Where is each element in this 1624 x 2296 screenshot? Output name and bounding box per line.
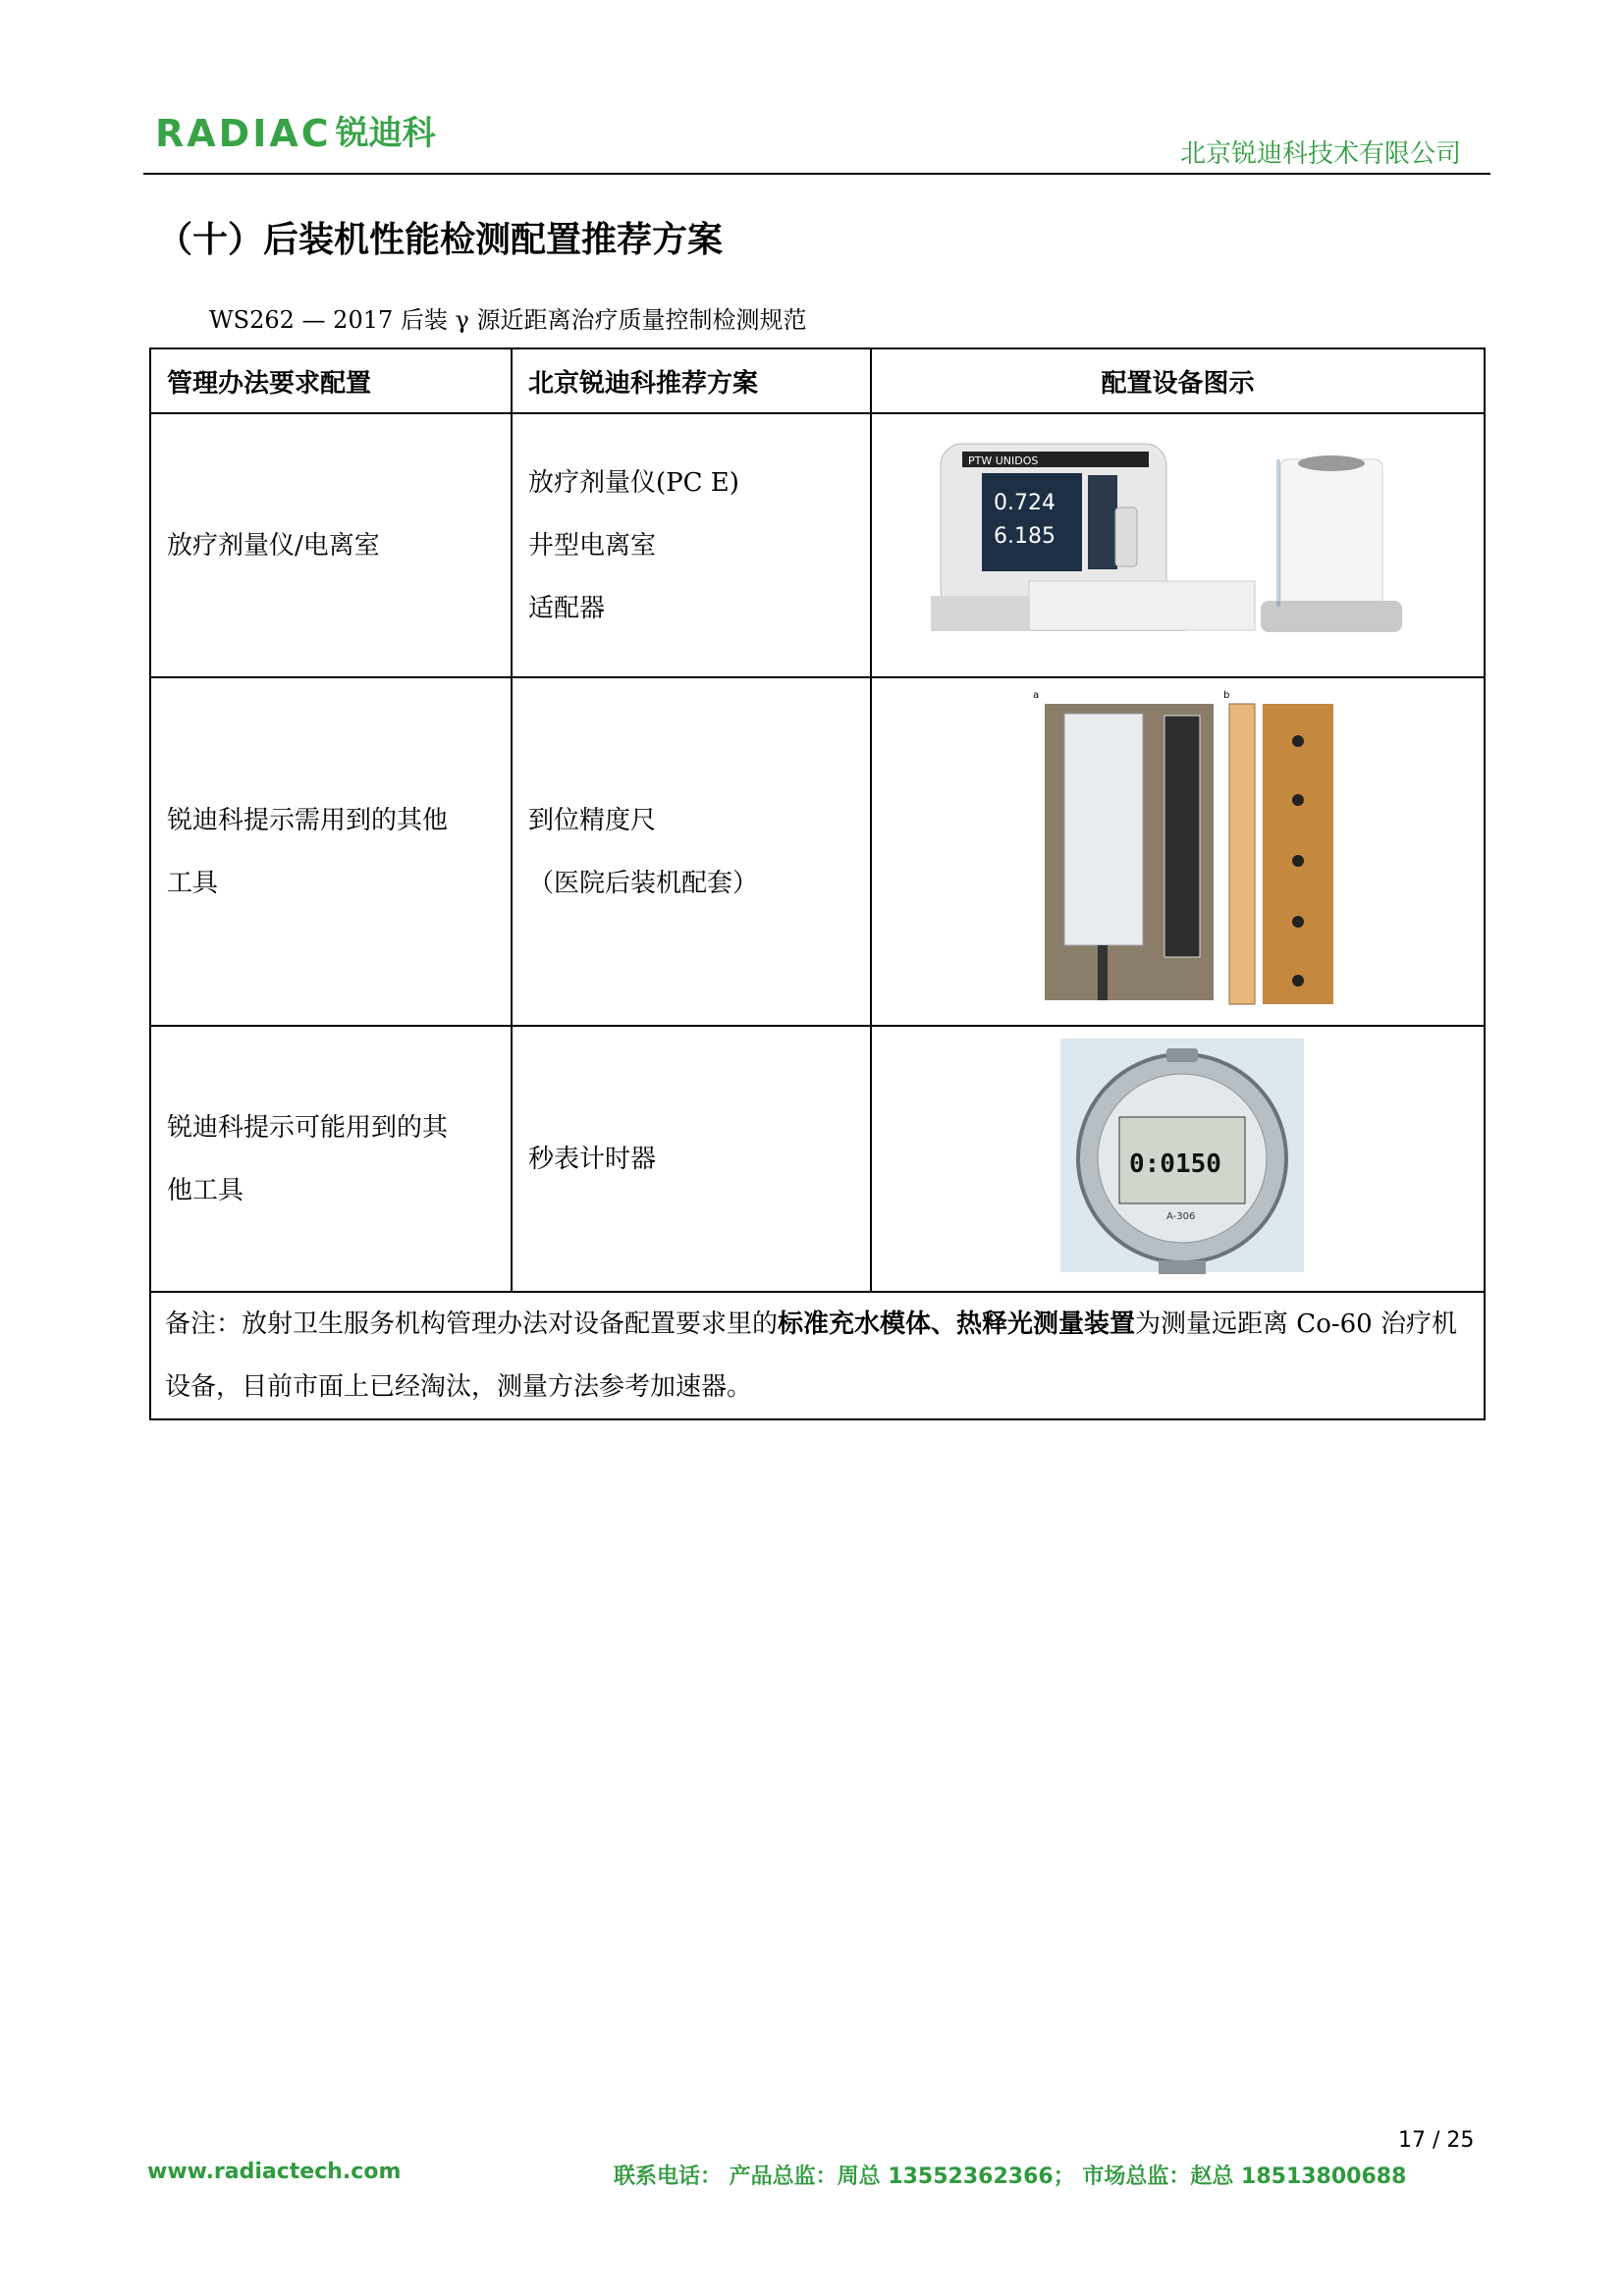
header-divider	[143, 173, 1490, 175]
image-cell	[871, 1026, 1485, 1292]
dwell-mark	[1292, 916, 1304, 928]
ruler-strip	[1164, 716, 1200, 957]
solution-text: （医院后装机配套）	[528, 868, 759, 898]
dosimeter-softkeys	[1088, 475, 1117, 569]
image-cell	[871, 677, 1485, 1026]
well-chamber-body	[1280, 459, 1382, 607]
dwell-mark	[1292, 855, 1304, 867]
dosimeter-reading-1: 0.724	[994, 491, 1056, 515]
solution-text: 到位精度尺	[528, 805, 657, 835]
note-bold: 标准充水模体、热释光测量装置	[778, 1309, 1136, 1339]
solution-text: 放疗剂量仪(PC E)	[528, 467, 739, 498]
dosimeter-reading-2: 6.185	[994, 524, 1056, 549]
config-table	[149, 347, 1486, 1420]
note-suffix: 为测量远距离 Co-60 治疗机设备，目前市面上已经淘汰，测量方法参考加速器。	[165, 1309, 1457, 1402]
photo-label-b: b	[1223, 690, 1230, 701]
stopwatch-photo	[872, 1027, 1486, 1284]
company-logo	[155, 114, 436, 153]
header-image: 配置设备图示	[871, 348, 1485, 413]
requirement-text: 工具	[167, 868, 219, 898]
requirement-text: 他工具	[167, 1175, 244, 1205]
stopwatch-model: A-306	[1166, 1211, 1196, 1222]
image-cell	[871, 413, 1485, 677]
note-cell	[150, 1292, 1485, 1419]
header-solution: 北京锐迪科推荐方案	[512, 348, 871, 413]
logo-cn-text: 锐迪科	[335, 114, 436, 153]
solution-cell	[512, 1026, 871, 1292]
section-title: （十）后装机性能检测配置推荐方案	[157, 220, 724, 260]
dosimeter-stand	[1029, 581, 1255, 630]
film-strip	[1263, 704, 1333, 1004]
requirement-cell	[150, 677, 512, 1026]
dwell-mark	[1292, 975, 1304, 987]
dosimeter-brand: PTW UNIDOS	[968, 454, 1039, 467]
requirement-text: 放疗剂量仪/电离室	[167, 530, 380, 561]
table-row	[150, 677, 1485, 1026]
power-button-icon	[1115, 507, 1137, 566]
dwell-mark	[1292, 735, 1304, 747]
ruler-plate	[1064, 714, 1143, 945]
stopwatch-strap	[1159, 1260, 1206, 1274]
solution-cell	[512, 413, 871, 677]
table-header-row	[150, 348, 1485, 413]
solution-cell	[512, 677, 871, 1026]
footer-website[interactable]: www.radiactech.com	[147, 2160, 402, 2184]
page-number: 17 / 25	[1398, 2128, 1475, 2153]
table-row	[150, 1026, 1485, 1292]
dosimeter-photo	[872, 414, 1486, 669]
photo-label-a: a	[1033, 690, 1040, 701]
standard-reference: WS262 — 2017 后装 γ 源近距离治疗质量控制检测规范	[209, 306, 807, 334]
dwell-mark	[1292, 794, 1304, 806]
well-chamber-opening	[1298, 455, 1365, 471]
well-chamber-base	[1261, 601, 1402, 632]
solution-text: 井型电离室	[528, 530, 657, 561]
requirement-cell	[150, 413, 512, 677]
note-prefix: 备注：放射卫生服务机构管理办法对设备配置要求里的	[165, 1309, 779, 1339]
dosimeter-screen	[982, 473, 1082, 571]
stopwatch-crown-icon	[1166, 1048, 1198, 1062]
note-row	[150, 1292, 1485, 1419]
company-name: 北京锐迪科技术有限公司	[1179, 139, 1461, 169]
photo-shadow	[1276, 459, 1280, 607]
ruler-photo	[872, 678, 1486, 1018]
solution-text: 秒表计时器	[528, 1144, 657, 1174]
scale-strip	[1229, 704, 1255, 1004]
stopwatch-reading: 0:0150	[1129, 1149, 1221, 1179]
table-row	[150, 413, 1485, 677]
ruler-cable	[1098, 945, 1108, 1000]
logo-latin-text: RADIAC	[155, 112, 332, 155]
footer-contact: 联系电话： 产品总监：周总 13552362366； 市场总监：赵总 18513800688	[614, 2164, 1407, 2189]
requirement-cell	[150, 1026, 512, 1292]
solution-text: 适配器	[528, 593, 606, 623]
header-requirement: 管理办法要求配置	[150, 348, 512, 413]
requirement-text: 锐迪科提示可能用到的其	[167, 1112, 449, 1143]
requirement-text: 锐迪科提示需用到的其他	[167, 805, 449, 835]
